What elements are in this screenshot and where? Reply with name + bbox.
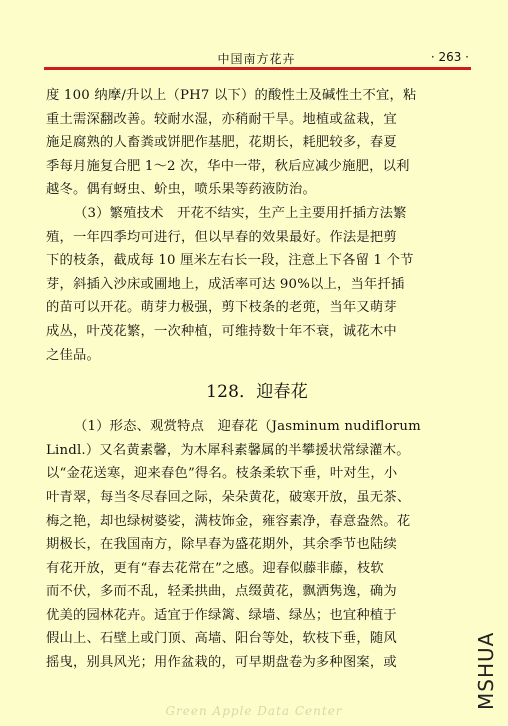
text-line: 重土需深翻改善。较耐水湿，亦稍耐干旱。地植或盆栽，宜 — [46, 111, 397, 127]
bottom-watermark: Green Apple Data Center — [165, 704, 343, 718]
section-heading: 128．迎春花 — [206, 382, 308, 403]
text-line: 施足腐熟的人畜粪或饼肥作基肥，花期长，耗肥较多，春夏 — [46, 135, 397, 151]
text-line: 度 100 纳摩/升以上（PH7 以下）的酸性土及碱性土不宜，粘 — [46, 88, 417, 103]
paragraph-propagation — [46, 202, 468, 367]
body-text — [46, 84, 468, 675]
text-line: 芽，斜插入沙床或圃地上，成活率可达 90%以上，当年扦插 — [46, 276, 405, 292]
text-line: 期极长，在我国南方，除早春为盛花期外，其余季节也陆续 — [46, 537, 397, 553]
page-number: · 263 · — [430, 50, 469, 64]
paragraph-morphology — [46, 415, 468, 675]
text-line: 下的枝条，截成每 10 厘米左右长一段，注意上下各留 1 个节 — [46, 253, 414, 269]
text-line: 梅之艳，却也绿树婆娑，满枝饰金，雍容素净，春意盎然。花 — [46, 513, 411, 529]
text-line: 成丛，叶茂花繁，一次种植，可维持数十年不衰，诚花木中 — [46, 323, 397, 339]
text-line: 季每月施复合肥 1～2 次，华中一带，秋后应减少施肥，以利 — [46, 158, 410, 174]
text-line: 殖，一年四季均可进行，但以早春的效果最好。作法是把剪 — [46, 229, 397, 245]
text-line: 的苗可以开花。萌芽力极强，剪下枝条的老蔸，当年又萌芽 — [46, 300, 397, 316]
running-header — [44, 50, 469, 68]
text-line: （3）繁殖技术 开花不结实，生产上主要用扦插方法繁 — [74, 205, 407, 221]
header-rule — [44, 67, 471, 70]
text-line: 以“金花送寒，迎来春色”得名。枝条柔软下垂，叶对生，小 — [46, 466, 398, 482]
book-title: 中国南方花卉 — [217, 52, 296, 66]
text-line: 之佳品。 — [46, 347, 100, 363]
text-line: 有花开放，更有“春去花常在”之感。迎春似藤非藤，枝软 — [46, 560, 384, 576]
text-line: 优美的园林花卉。适宜于作绿篱、绿墙、绿丛；也宜种植于 — [46, 607, 397, 623]
text-line: （1）形态、观赏特点 迎春花（Jasminum nudiflorum — [74, 419, 421, 435]
side-watermark: MSHUA — [474, 631, 498, 710]
text-line: 而不伏，多而不乱，轻柔拱曲，点缀黄花，飘洒隽逸，确为 — [46, 584, 397, 600]
text-line: 假山上、石壁上或门顶、高墙、阳台等处，软枝下垂，随风 — [46, 631, 397, 647]
text-line: 摇曳，别具风光；用作盆栽的，可早期盘卷为多种图案，或 — [46, 655, 397, 671]
text-line: 叶青翠，每当冬尽春回之际，朵朵黄花，破寒开放，虽无茶、 — [46, 489, 411, 505]
paragraph-fertilizer — [46, 84, 468, 202]
text-line: Lindl.）又名黄素馨，为木犀科素馨属的半攀援状常绿灌木。 — [46, 442, 410, 458]
text-line: 越冬。偶有蚜虫、蚧虫，喷乐果等药液防治。 — [46, 182, 316, 198]
